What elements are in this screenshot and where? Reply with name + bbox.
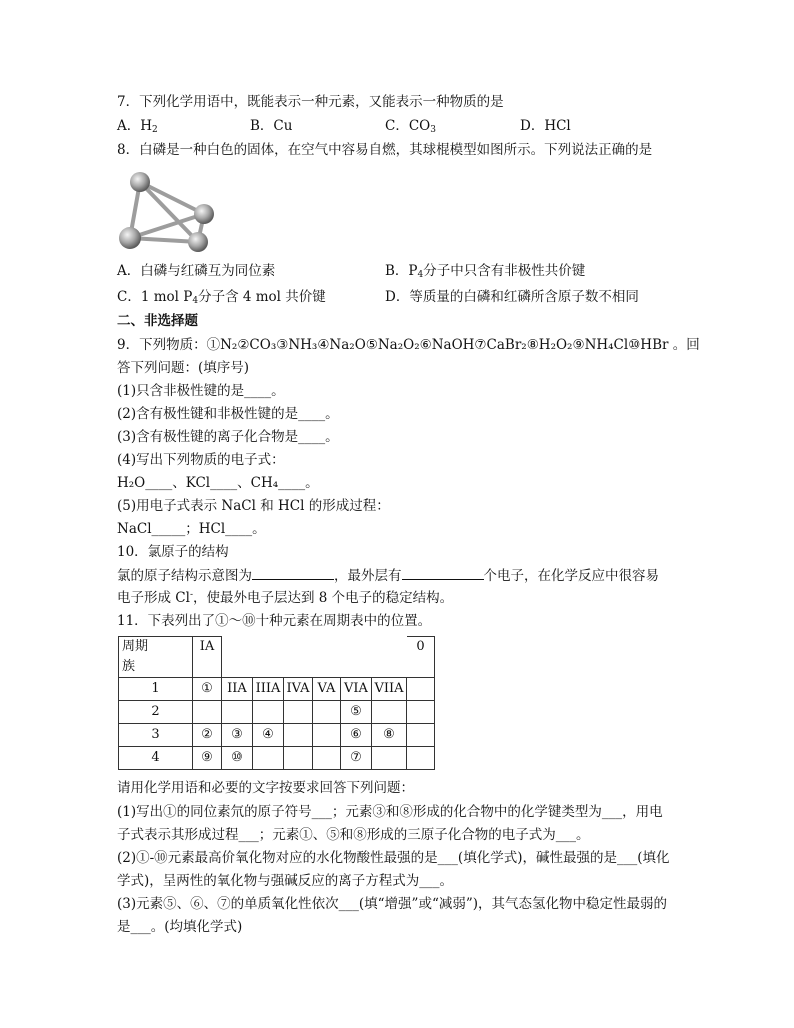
q9-sub4: (4)写出下列物质的电子式： (117, 452, 285, 468)
table-cell: ⑥ (341, 724, 372, 747)
table-group-label: VA (313, 678, 341, 701)
q8-option-d[interactable]: D．等质量的白磷和红磷所含原子数不相同 (385, 289, 639, 305)
table-cell (222, 701, 253, 724)
table-cell: ⑨ (193, 747, 222, 770)
q10-blank-diagram[interactable] (252, 566, 334, 580)
table-cell (407, 678, 435, 701)
q11-part1-line2: 子式表示其形成过程___；元素①、⑤和⑧形成的三原子化合物的电子式为___。 (117, 827, 590, 843)
table-cell: ⑧ (372, 724, 407, 747)
table-cell (313, 701, 341, 724)
table-period: 4 (119, 747, 193, 770)
table-cell (407, 747, 435, 770)
q11-intro: 请用化学用语和必要的文字按要求回答下列问题： (117, 780, 414, 796)
table-period: 2 (119, 701, 193, 724)
q11-part2-line1: (2)①-⑩元素最高价氧化物对应的水化物酸性最强的是___(填化学式)，碱性最强的是___(填化 (117, 850, 670, 866)
table-cell (372, 701, 407, 724)
table-cell (407, 701, 435, 724)
table-cell (407, 724, 435, 747)
p-atom-bottom (188, 232, 208, 252)
table-header-gap (222, 637, 407, 678)
table-cell (284, 701, 313, 724)
table-cell (284, 724, 313, 747)
table-group-label: VIIA (372, 678, 407, 701)
table-cell: ① (193, 678, 222, 701)
table-cell (253, 747, 284, 770)
q7-option-a[interactable]: A．$H_2$ (117, 118, 158, 135)
q10-blank-electrons[interactable] (402, 566, 484, 580)
table-group-label: IIIA (253, 678, 284, 701)
q9-line2: 答下列问题：(填序号) (117, 360, 250, 376)
table-cell: ⑦ (341, 747, 372, 770)
table-period: 3 (119, 724, 193, 747)
q9-sub3: (3)含有极性键的离子化合物是____。 (117, 429, 339, 445)
q7-option-c[interactable]: C．$CO_3$ (385, 118, 436, 135)
periodic-table (118, 636, 435, 770)
q9-sub5-answers: NaCl_____；HCl____。 (117, 521, 266, 537)
table-cell (253, 701, 284, 724)
p-atom-right (194, 204, 214, 224)
q7-option-b[interactable]: B．Cu (250, 118, 293, 134)
table-cell (193, 701, 222, 724)
q11-part2-line2: 学式)，呈两性的氧化物与强碱反应的离子方程式为___。 (117, 873, 454, 889)
q8-option-b[interactable]: B．$P_4$分子中只含有非极性共价键 (385, 263, 586, 280)
p-atom-top (130, 172, 150, 192)
q10-line1: 氯的原子结构示意图为 ，最外层有 个电子，在化学反应中很容易 (117, 568, 659, 584)
p-atom-left (119, 227, 141, 249)
table-cell (372, 747, 407, 770)
q9-line1: 9．下列物质：①N₂②CO₃③NH₃④Na₂O⑤Na₂O₂⑥NaOH⑦CaBr₂⑧H₂O₂⑨NH₄Cl⑩HBr 。回 (117, 337, 700, 353)
table-header-corner: 周期 族 (119, 637, 193, 678)
table-period: 1 (119, 678, 193, 701)
table-header-zero: 0 (407, 637, 435, 678)
table-header-ia: IA (193, 637, 222, 678)
table-cell (284, 747, 313, 770)
table-group-label: IIA (222, 678, 253, 701)
q7-option-d[interactable]: D．HCl (520, 118, 571, 134)
q10-line2: 电子形成 Cl-，使最外电子层达到 8 个电子的稳定结构。 (117, 590, 454, 606)
p4-molecule-figure (112, 166, 224, 258)
table-group-label: VIA (341, 678, 372, 701)
q9-sub1: (1)只含非极性键的是____。 (117, 383, 285, 399)
table-cell (313, 747, 341, 770)
table-cell (313, 724, 341, 747)
table-cell: ⑤ (341, 701, 372, 724)
q11-part1-line1: (1)写出①的同位素氘的原子符号___；元素③和⑧形成的化合物中的化学键类型为___，用电 (117, 804, 663, 820)
q8-stem: 8．白磷是一种白色的固体，在空气中容易自燃，其球棍模型如图所示。下列说法正确的是 (117, 142, 653, 158)
q11-part3-line1: (3)元素⑤、⑥、⑦的单质氧化性依次___(填“增强”或“减弱”)，其气态氢化物中稳定性最弱的 (117, 896, 668, 912)
q8-option-a[interactable]: A．白磷与红磷互为同位素 (117, 263, 276, 279)
q11-stem: 11．下表列出了①～⑩十种元素在周期表中的位置。 (117, 613, 432, 629)
table-cell: ② (193, 724, 222, 747)
q10-title: 10．氯原子的结构 (117, 544, 229, 560)
q7-stem: 7．下列化学用语中，既能表示一种元素，又能表示一种物质的是 (117, 94, 504, 110)
q8-option-c[interactable]: C．1 mol $P_4$分子含 4 mol 共价键 (117, 289, 326, 306)
table-cell: ④ (253, 724, 284, 747)
table-cell: ⑩ (222, 747, 253, 770)
q9-sub5: (5)用电子式表示 NaCl 和 HCl 的形成过程： (117, 498, 390, 514)
table-cell: ③ (222, 724, 253, 747)
q9-sub2: (2)含有极性键和非极性键的是____。 (117, 406, 339, 422)
q11-part3-line2: 是___。(均填化学式) (117, 919, 243, 935)
table-group-label: IVA (284, 678, 313, 701)
q9-sub4-answers: H₂O____、KCl____、CH₄____。 (117, 475, 319, 491)
section-title: 二、非选择题 (117, 313, 198, 329)
